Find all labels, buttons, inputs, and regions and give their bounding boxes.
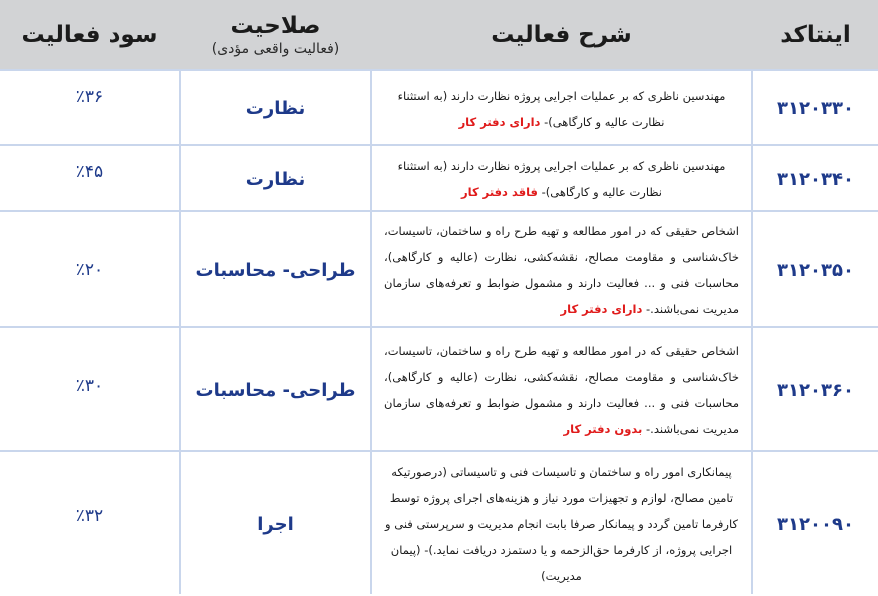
header-competence-sub: (فعالیت واقعی مؤدی) (211, 40, 340, 57)
description-text: اشخاص حقیقی که در امور مطالعه و تهیه طرح راه و ساختمان، تاسیسات، خاک‌شناسی و مقاومت مصالح، نقشه‌کشی، نظارت (عالیه و کارگاهی)، محاسبات فنی و ... فعالیت دارند و مشمول ضوابط و تعرفه‌های سازمان مدیریت نمی‌باشند.- (384, 224, 739, 316)
description-cell (372, 452, 751, 596)
code-cell: ۳۱۲۰۰۹۰ (777, 513, 854, 535)
profit-cell: ٪۳۲ (75, 506, 104, 526)
header-description (372, 0, 751, 69)
header-code-label: اینتاکد (780, 21, 851, 48)
competence-cell: طراحی- محاسبات (195, 259, 356, 281)
header-profit (0, 0, 179, 69)
column-divider (751, 69, 753, 594)
competence-cell: نظارت (245, 98, 306, 119)
profit-cell: ٪۳۶ (75, 87, 104, 107)
header-description-label: شرح فعالیت (491, 21, 632, 48)
description-text: اشخاص حقیقی که در امور مطالعه و تهیه طرح راه و ساختمان، تاسیسات، خاک‌شناسی و مقاومت مصالح، نقشه‌کشی، نظارت (عالیه و کارگاهی)، محاسبات فنی و ... فعالیت دارند و مشمول ضوابط و تعرفه‌های سازمان مدیریت نمی‌باشند.- (384, 344, 739, 436)
office-status: بدون دفتر کار (563, 422, 643, 436)
code-cell: ۳۱۲۰۳۶۰ (777, 379, 854, 401)
description-text: مهندسین ناظری که بر عملیات اجرایی پروژه نظارت دارند (به استثناء نظارت عالیه و کارگاهی)- (397, 159, 726, 199)
office-status: دارای دفتر کار (458, 114, 541, 129)
description-cell (372, 328, 751, 452)
description-cell (372, 71, 751, 146)
profit-cell: ٪۳۰ (75, 376, 104, 396)
table-row (0, 210, 878, 328)
competence-cell: نظارت (245, 168, 306, 190)
table-row (0, 326, 878, 452)
header-competence-label: صلاحیت (230, 12, 321, 39)
profit-cell: ٪۲۰ (75, 260, 104, 280)
competence-cell: طراحی- محاسبات (195, 379, 356, 401)
profit-cell: ٪۴۵ (75, 162, 104, 182)
header-code (753, 0, 878, 69)
header-competence (181, 0, 370, 69)
code-cell: ۳۱۲۰۳۳۰ (777, 98, 854, 119)
table-header (0, 0, 878, 69)
description-text: پیمانکاری امور راه و ساختمان و تاسیسات فنی و تاسیساتی (درصورتیکه تامین مصالح، لوازم و تجهیزات مورد نیاز و هزینه‌های اجرای پروژه توسط کارفرما تامین گردد و پیمانکار صرفا بابت انجام مدیریت و سرپرستی فنی و اجرایی پروژه، از کارفرما حق‌الزحمه و یا دستمزد دریافت نماید.)- (پیمان مدیریت) (385, 465, 738, 583)
code-cell: ۳۱۲۰۳۴۰ (777, 168, 854, 190)
table-row (0, 69, 878, 146)
description-cell (372, 212, 751, 328)
table-row (0, 144, 878, 212)
competence-cell: اجرا (257, 513, 294, 535)
office-status: دارای دفتر کار (560, 302, 643, 316)
description-cell (372, 146, 751, 212)
description-text: مهندسین ناظری که بر عملیات اجرایی پروژه نظارت دارند (به استثناء نظارت عالیه و کارگاهی)- (397, 88, 726, 129)
table-row (0, 450, 878, 596)
column-divider (370, 69, 372, 594)
office-status: فاقد دفتر کار (461, 185, 538, 199)
header-profit-label: سود فعالیت (21, 21, 158, 48)
code-cell: ۳۱۲۰۳۵۰ (777, 259, 854, 281)
column-divider (179, 69, 181, 594)
